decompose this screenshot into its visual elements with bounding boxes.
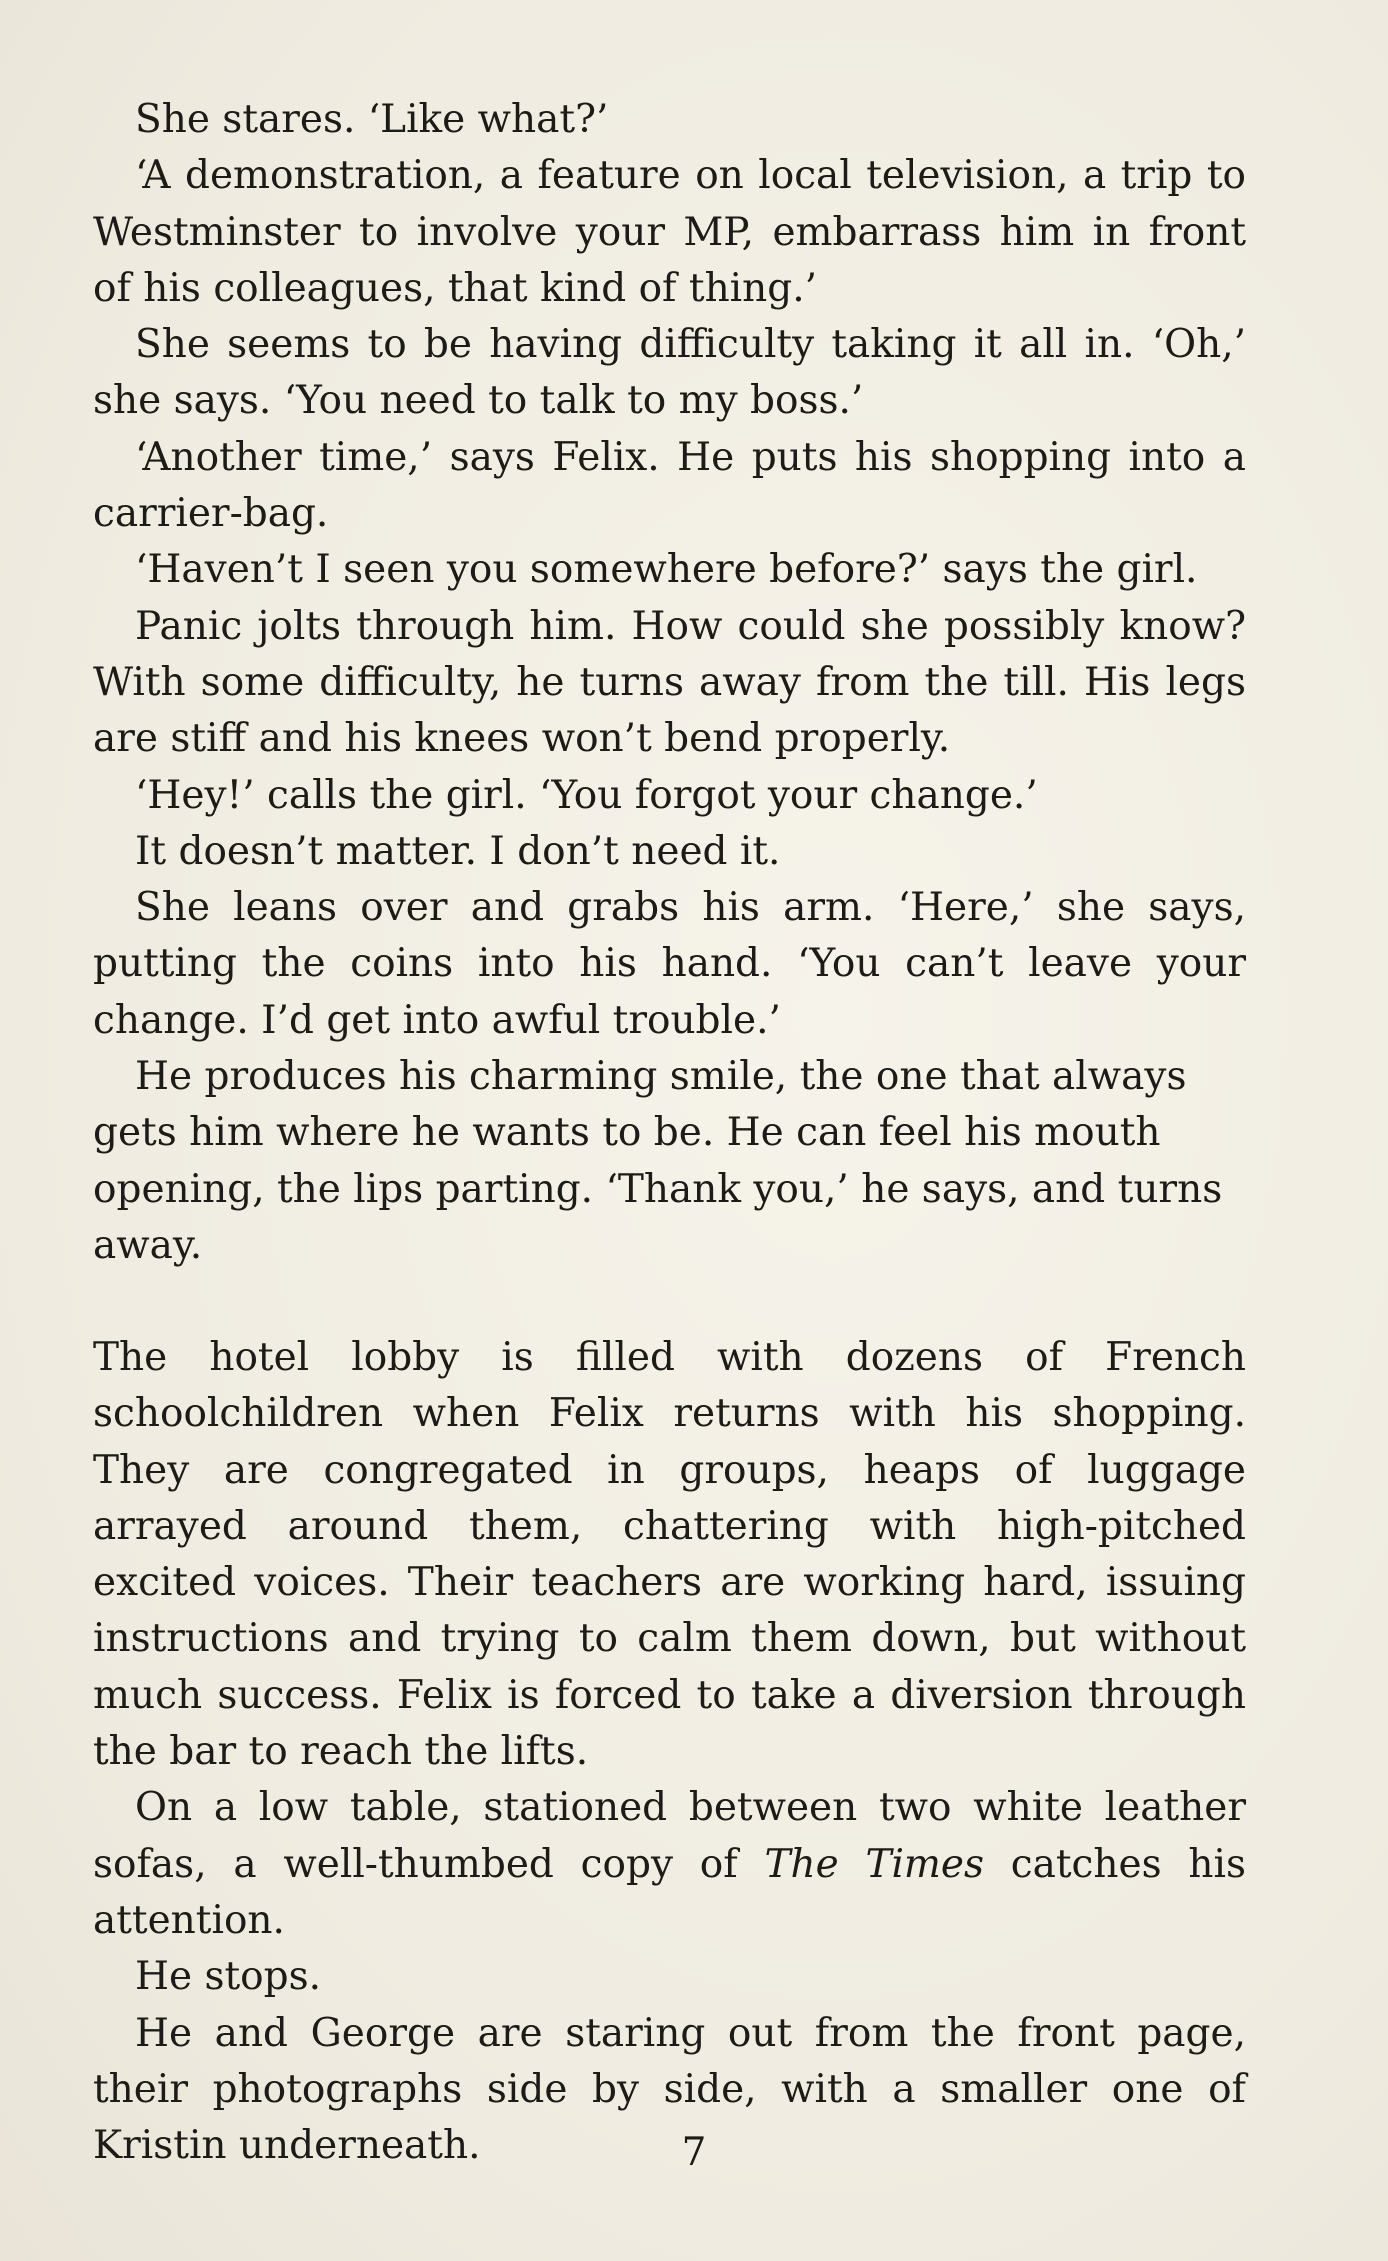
text-section-1: [93, 92, 1246, 1274]
paragraph: ‘A demonstration, a feature on local television, a trip to Westminster to involve your MP, embarrass him in front of his colleagues, that kind of thing.’: [93, 153, 1246, 311]
paragraph: He produces his charming smile, the one that always gets him where he wants to be. He can feel his mouth opening, the lips parting. ‘Thank you,’ he says, and turns away.: [93, 1054, 1223, 1268]
paragraph: [93, 1780, 1246, 1949]
page-number: 7: [681, 2130, 707, 2175]
newspaper-title: The Times: [764, 1841, 985, 1887]
text-section-2: [93, 1330, 1246, 2174]
paragraph: It doesn’t matter. I don’t need it.: [135, 828, 781, 874]
paragraph: She leans over and grabs his arm. ‘Here,’ she says, putting the coins into his hand. ‘You can’t leave your change. I’d get into awful trouble.’: [93, 885, 1246, 1043]
paragraph: She seems to be having difficulty taking it all in. ‘Oh,’ she says. ‘You need to talk to my boss.’: [93, 322, 1246, 424]
paragraph: ‘Another time,’ says Felix. He puts his shopping into a carrier-bag.: [93, 434, 1246, 537]
paragraph: He stops.: [135, 1954, 322, 2000]
paragraph-text: On a low table, stationed between two white leather sofas, a well-thumbed copy of: [93, 1785, 1246, 1887]
paragraph: ‘Hey!’ calls the girl. ‘You forgot your change.’: [135, 772, 1038, 818]
paragraph: ‘Haven’t I seen you somewhere before?’ says the girl.: [135, 547, 1198, 593]
section-opening-paragraph: The hotel lobby is filled with dozens of French schoolchildren when Felix returns with his shopping. They are congregated in groups, heaps of luggage arrayed around them, chattering with high-pitched excited voices. Their teachers are working hard, issuing instructions and trying to calm them down, but without much success. Felix is forced to take a diversion through the bar to reach the lifts.: [93, 1335, 1246, 1775]
paragraph: He and George are staring out from the front page, their photographs side by side, with a smaller one of Kristin underneath.: [93, 2010, 1246, 2169]
paragraph: Panic jolts through him. How could she possibly know? With some difficulty, he turns away from the till. His legs are stiff and his knees won’t bend properly.: [93, 603, 1246, 762]
paragraph-text: catches his attention.: [93, 1841, 1246, 1943]
paragraph: She stares. ‘Like what?’: [135, 97, 609, 142]
